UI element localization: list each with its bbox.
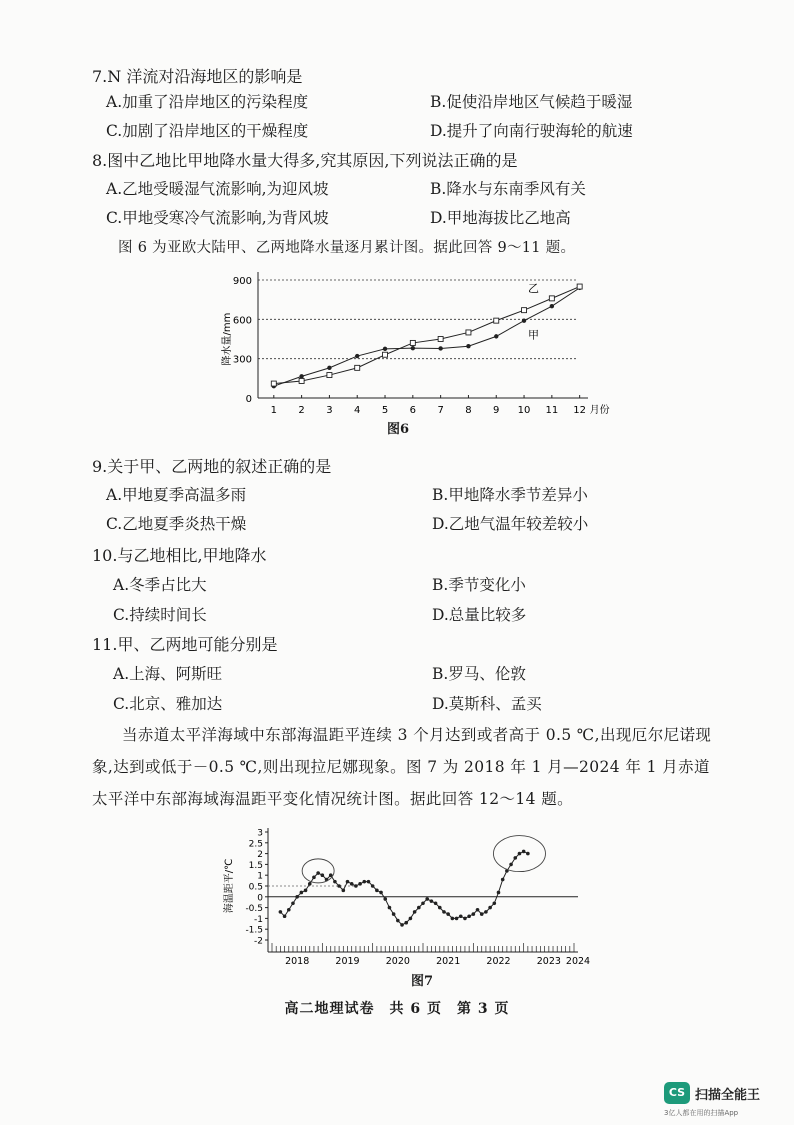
x-tick-label: 12 [573, 405, 587, 416]
point-49 [484, 910, 488, 914]
y-tick-label: 0.5 [248, 882, 263, 893]
point-乙-8 [466, 330, 471, 335]
question-7-stem: 7.N 洋流对沿海地区的影响是 [92, 67, 303, 86]
y-tick-label: 2.5 [248, 839, 263, 850]
figure-6-intro: 图 6 为亚欧大陆甲、乙两地降水量逐月累计图。据此回答 9～11 题。 [118, 240, 576, 256]
point-乙-4 [355, 365, 360, 370]
y-tick-label: 900 [232, 276, 252, 287]
point-59 [526, 852, 530, 856]
point-20 [362, 880, 366, 884]
x-axis-unit: 月份 [589, 405, 610, 416]
point-7 [308, 882, 312, 886]
point-6 [304, 889, 308, 893]
x-tick-label: 1 [270, 405, 277, 416]
question-10-option-a: A.冬季占比大 [113, 576, 207, 594]
figure-7-caption: 图7 [411, 974, 434, 989]
question-11-stem: 11.甲、乙两地可能分别是 [92, 635, 278, 654]
figure-6-caption: 图6 [387, 422, 410, 437]
point-57 [518, 852, 522, 856]
question-9-option-a: A.甲地夏季高温多雨 [106, 486, 247, 504]
point-40 [446, 912, 450, 916]
point-42 [455, 917, 459, 921]
point-21 [367, 880, 371, 884]
point-19 [358, 882, 362, 886]
x-tick-label: 4 [354, 405, 361, 416]
point-27 [392, 912, 396, 916]
point-0 [279, 910, 283, 914]
point-48 [480, 912, 484, 916]
point-乙-6 [410, 340, 415, 345]
x-tick-label: 2022 [486, 956, 511, 967]
point-乙-3 [327, 373, 332, 378]
question-7-option-c: C.加剧了沿岸地区的干燥程度 [106, 122, 309, 140]
point-32 [413, 910, 417, 914]
x-tick-label: 3 [326, 405, 333, 416]
x-tick-label: 8 [465, 405, 472, 416]
point-15 [342, 889, 346, 893]
point-乙-12 [577, 284, 582, 289]
point-23 [375, 889, 379, 893]
y-tick-label: 3 [257, 828, 263, 839]
x-tick-label: 6 [409, 405, 417, 416]
point-10 [321, 873, 325, 877]
y-tick-label: 1 [257, 871, 263, 882]
point-16 [346, 880, 350, 884]
point-甲-9 [494, 334, 498, 338]
x-tick-label: 2024 [565, 956, 591, 967]
y-axis-title: 海温距平/℃ [224, 858, 235, 914]
question-7-option-d: D.提升了向南行驶海轮的航速 [430, 122, 633, 140]
x-tick-label: 2 [298, 405, 305, 416]
question-8-option-d: D.甲地海拔比乙地高 [430, 209, 571, 227]
point-甲-4 [355, 354, 359, 358]
point-36 [430, 899, 434, 903]
point-乙-7 [438, 337, 443, 342]
y-tick-label: -1 [254, 914, 263, 925]
point-3 [291, 901, 295, 905]
point-8 [312, 876, 316, 880]
scanner-logo-icon: CS [664, 1082, 690, 1104]
y-tick-label: -1.5 [245, 925, 263, 936]
point-44 [463, 917, 467, 921]
scanner-brand-tagline: 3亿人都在用的扫描App [664, 1109, 739, 1117]
point-38 [438, 906, 442, 910]
point-甲-3 [327, 366, 331, 370]
figure-7-intro-paragraph: 当赤道太平洋海域中东部海温距平连续 3 个月达到或者高于 0.5 ℃,出现厄尔尼诺现象,达到或低于－0.5 ℃,则出现拉尼娜现象。图 7 为 2018 年 1 月—2024 年 1 月赤道太平洋中东部海域海温距平变化情况统计图。据此回答 12～14 题。 [92, 726, 712, 808]
point-35 [425, 897, 429, 901]
point-5 [300, 891, 304, 895]
x-tick-label: 7 [437, 405, 444, 416]
x-tick-label: 9 [493, 405, 500, 416]
y-tick-label: 2 [257, 850, 263, 861]
point-39 [442, 910, 446, 914]
point-50 [488, 906, 492, 910]
question-10-option-b: B.季节变化小 [432, 576, 526, 594]
point-45 [467, 914, 471, 918]
y-axis-title: 降水量/mm [222, 312, 233, 366]
point-18 [354, 884, 358, 888]
scanner-brand-name: 扫描全能王 [695, 1088, 761, 1103]
y-tick-label: -2 [254, 936, 263, 947]
question-9-option-b: B.甲地降水季节差异小 [432, 486, 588, 504]
y-tick-label: 0 [245, 394, 252, 405]
point-甲-5 [383, 347, 387, 351]
handwritten-circle-mark [302, 859, 334, 883]
point-29 [400, 923, 404, 927]
question-9-option-c: C.乙地夏季炎热干燥 [106, 515, 247, 533]
series-label-乙: 乙 [528, 282, 540, 296]
question-11-option-b: B.罗马、伦敦 [432, 665, 526, 683]
point-28 [396, 919, 400, 923]
point-34 [421, 901, 425, 905]
question-9-stem: 9.关于甲、乙两地的叙述正确的是 [92, 457, 332, 476]
x-tick-label: 2020 [385, 956, 410, 967]
point-乙-11 [549, 296, 554, 301]
point-乙-2 [299, 378, 304, 383]
point-51 [493, 901, 497, 905]
question-7-option-b: B.促使沿岸地区气候趋于暖湿 [430, 93, 633, 111]
figure-7-chart [218, 822, 608, 972]
y-tick-label: -0.5 [245, 904, 263, 915]
x-tick-label: 10 [517, 405, 531, 416]
page-footer: 高二地理试卷 共 6 页 第 3 页 [284, 1001, 510, 1017]
x-tick-label: 5 [381, 405, 389, 416]
question-11-option-d: D.莫斯科、孟买 [432, 695, 542, 713]
question-8-option-b: B.降水与东南季风有关 [430, 180, 586, 198]
point-24 [379, 891, 383, 895]
point-17 [350, 882, 354, 886]
point-乙-10 [522, 308, 527, 313]
point-4 [295, 895, 299, 899]
point-1 [283, 914, 287, 918]
y-tick-label: 300 [232, 354, 252, 366]
point-55 [509, 863, 513, 867]
point-53 [501, 878, 505, 882]
y-tick-label: 0 [257, 893, 263, 904]
point-31 [409, 917, 413, 921]
point-37 [434, 901, 438, 905]
point-14 [337, 884, 341, 888]
point-13 [333, 880, 337, 884]
y-tick-label: 1.5 [248, 860, 263, 871]
point-乙-1 [271, 381, 276, 386]
point-9 [316, 871, 320, 875]
point-甲-8 [466, 344, 470, 348]
x-tick-label: 2021 [436, 956, 461, 967]
point-33 [417, 906, 421, 910]
figure-6-chart [200, 262, 620, 422]
x-tick-label: 2018 [285, 956, 310, 967]
x-tick-label: 2019 [335, 956, 360, 967]
question-10-option-d: D.总量比较多 [432, 606, 527, 624]
question-8-option-a: A.乙地受暖湿气流影响,为迎风坡 [106, 180, 329, 198]
point-22 [371, 884, 375, 888]
point-58 [522, 850, 526, 854]
point-乙-5 [383, 352, 388, 357]
y-tick-label: 600 [232, 315, 252, 327]
x-tick-label: 2023 [536, 956, 561, 967]
point-46 [472, 912, 476, 916]
point-乙-9 [494, 318, 499, 323]
point-47 [476, 908, 480, 912]
point-甲-2 [299, 374, 303, 378]
point-25 [383, 897, 387, 901]
point-甲-6 [411, 346, 415, 350]
question-7-option-a: A.加重了沿岸地区的污染程度 [106, 93, 309, 111]
point-52 [497, 891, 501, 895]
point-甲-10 [522, 318, 526, 322]
point-甲-7 [438, 346, 442, 350]
series-label-甲: 甲 [528, 328, 540, 342]
x-tick-label: 11 [545, 405, 559, 416]
point-26 [388, 906, 392, 910]
point-56 [513, 856, 517, 860]
point-甲-11 [550, 304, 554, 308]
question-11-option-c: C.北京、雅加达 [113, 695, 223, 713]
question-11-option-a: A.上海、阿斯旺 [113, 665, 223, 683]
point-43 [459, 914, 463, 918]
question-9-option-d: D.乙地气温年较差较小 [432, 515, 589, 533]
question-10-option-c: C.持续时间长 [113, 606, 207, 624]
series-line [280, 851, 527, 924]
question-8-stem: 8.图中乙地比甲地降水量大得多,究其原因,下列说法正确的是 [92, 151, 518, 170]
question-8-option-c: C.甲地受寒冷气流影响,为背风坡 [106, 209, 329, 227]
point-30 [404, 921, 408, 925]
question-10-stem: 10.与乙地相比,甲地降水 [92, 546, 267, 565]
point-41 [451, 917, 455, 921]
point-2 [287, 908, 291, 912]
